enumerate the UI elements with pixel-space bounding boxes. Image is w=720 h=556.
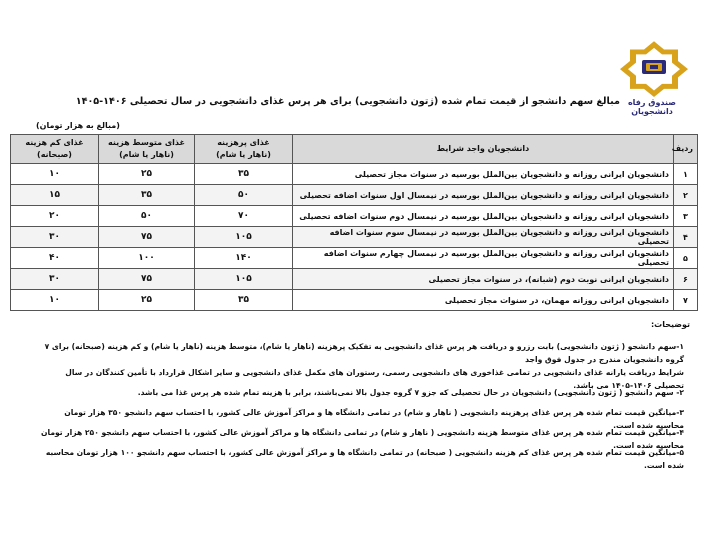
header-medium-meal bbox=[99, 135, 195, 164]
note-5-line-1: ۵-میانگین قیمت تمام شده هر پرس غذای کم هزینه دانشجویی ( صبحانه) در تمامی دانشگاه ها و مراکز آموزش عالی کشور، با احتساب سهم دانشجو ۱۰۰ هزار تومان محاسبه شده است. bbox=[45, 448, 684, 470]
row-medium-price: ۲۵ bbox=[99, 164, 195, 185]
row-expensive-price: ۵۰ bbox=[195, 185, 293, 206]
row-index: ۴ bbox=[674, 227, 698, 248]
notes-title: توضیحات: bbox=[650, 320, 690, 329]
table-row bbox=[11, 248, 698, 269]
row-medium-price: ۲۵ bbox=[99, 290, 195, 311]
row-expensive-price: ۳۵ bbox=[195, 290, 293, 311]
header-cheap-meal bbox=[11, 135, 99, 164]
row-cheap-price: ۱۰ bbox=[11, 164, 99, 185]
header-expensive-meal bbox=[195, 135, 293, 164]
note-2 bbox=[34, 386, 684, 399]
row-index: ۶ bbox=[674, 269, 698, 290]
row-index: ۳ bbox=[674, 206, 698, 227]
row-condition: دانشجویان ایرانی روزانه و دانشجویان بین‌الملل بورسیه در سنوات مجاز تحصیلی bbox=[293, 164, 674, 185]
table-row bbox=[11, 206, 698, 227]
row-medium-price: ۷۵ bbox=[99, 227, 195, 248]
header-cheap-line2: (صبحانه) bbox=[37, 150, 72, 159]
note-2-line-1: ۲- سهم دانشجو ( ژتون دانشجویی) دانشجویان در حال تحصیلی که جزو ۷ گروه جدول بالا نمی‌باشند، برابر با هزینه تمام شده هر پرس غذا می باشد. bbox=[137, 388, 684, 397]
header-expensive-line2: (ناهار یا شام) bbox=[216, 150, 271, 159]
note-3-line-1: ۳-میانگین قیمت تمام شده هر پرس غذای پرهزینه دانشجویی ( ناهار و شام) در تمامی دانشگاه ها و مراکز آموزش عالی کشور، با احتساب سهم دانشجو ۳۵۰ هزار تومان محاسبه شده است. bbox=[64, 408, 684, 430]
table-row bbox=[11, 269, 698, 290]
row-condition: دانشجویان ایرانی روزانه و دانشجویان بین‌الملل بورسیه در نیمسال اول سنوات اضافه تحصیلی bbox=[293, 185, 674, 206]
row-condition: دانشجویان ایرانی روزانه و دانشجویان بین‌الملل بورسیه در نیمسال دوم سنوات اضافه تحصیلی bbox=[293, 206, 674, 227]
header-medium-line2: (ناهار یا شام) bbox=[119, 150, 174, 159]
header-medium-line1: غذای متوسط هزینه bbox=[107, 138, 186, 147]
table-row bbox=[11, 290, 698, 311]
header-expensive-line1: غذای پرهزینه bbox=[217, 138, 270, 147]
table-row bbox=[11, 185, 698, 206]
row-expensive-price: ۷۰ bbox=[195, 206, 293, 227]
row-medium-price: ۱۰۰ bbox=[99, 248, 195, 269]
row-expensive-price: ۱۴۰ bbox=[195, 248, 293, 269]
row-medium-price: ۵۰ bbox=[99, 206, 195, 227]
row-cheap-price: ۴۰ bbox=[11, 248, 99, 269]
row-expensive-price: ۳۵ bbox=[195, 164, 293, 185]
row-condition: دانشجویان ایرانی روزانه و دانشجویان بین‌الملل بورسیه در نیمسال چهارم سنوات اضافه تحصیلی bbox=[293, 248, 674, 269]
row-cheap-price: ۱۰ bbox=[11, 290, 99, 311]
row-index: ۱ bbox=[674, 164, 698, 185]
note-1-line-1: ۱-سهم دانشجو ( ژتون دانشجویی) بابت رزرو و دریافت هر پرس غذای دانشجویی به تفکیک پرهزینه (ناهار یا شام)، متوسط هزینه (ناهار یا شام) و کم هزینه (صبحانه) برای ۷ گروه دانشجویان مندرج در جدول فوق واجد bbox=[44, 342, 684, 364]
row-cheap-price: ۳۰ bbox=[11, 227, 99, 248]
row-medium-price: ۳۵ bbox=[99, 185, 195, 206]
logo-caption: صندوق رفاه دانشجویان bbox=[627, 98, 677, 116]
unit-note: (مبالغ به هزار تومان) bbox=[36, 121, 120, 130]
note-1 bbox=[34, 340, 684, 392]
row-condition: دانشجویان ایرانی روزانه مهمان، در سنوات مجاز تحصیلی bbox=[293, 290, 674, 311]
row-expensive-price: ۱۰۵ bbox=[195, 269, 293, 290]
table-row bbox=[11, 227, 698, 248]
row-index: ۵ bbox=[674, 248, 698, 269]
row-expensive-price: ۱۰۵ bbox=[195, 227, 293, 248]
header-cheap-line1: غذای کم هزینه bbox=[25, 138, 84, 147]
note-5 bbox=[34, 446, 684, 472]
note-1-line-2: شرایط دریافت یارانه غذای دانشجویی در تمامی غذاخوری های دانشجویی رسمی، رستوران های مکمل غذای دانشجویی و سایر اشکال قرارداد با تأمین کنندگان در سال تحصیلی ۱۴۰۶-۱۴۰۵ می باشد. bbox=[65, 368, 684, 390]
table-row bbox=[11, 164, 698, 185]
table-header-row bbox=[11, 135, 698, 164]
page-title: مبالغ سهم دانشجو از قیمت تمام شده (ژتون دانشجویی) برای هر پرس غذای دانشجویی در سال تحصیلی ۱۴۰۶-۱۴۰۵ bbox=[75, 96, 620, 107]
header-condition: دانشجویان واجد شرایط bbox=[293, 135, 674, 164]
header-index: ردیف bbox=[674, 135, 698, 164]
row-condition: دانشجویان ایرانی روزانه و دانشجویان بین‌الملل بورسیه در نیمسال سوم سنوات اضافه تحصیلی bbox=[293, 227, 674, 248]
row-cheap-price: ۱۵ bbox=[11, 185, 99, 206]
row-cheap-price: ۳۰ bbox=[11, 269, 99, 290]
row-index: ۲ bbox=[674, 185, 698, 206]
row-condition: دانشجویان ایرانی نوبت دوم (شبانه)، در سنوات مجاز تحصیلی bbox=[293, 269, 674, 290]
row-cheap-price: ۲۰ bbox=[11, 206, 99, 227]
student-share-table bbox=[10, 134, 698, 311]
note-4-line-1: ۴-میانگین قیمت تمام شده هر پرس غذای متوسط هزینه دانشجویی ( ناهار و شام) در تمامی دانشگاه ها و مراکز آموزش عالی کشور، با احتساب سهم دانشجو ۲۵۰ هزار تومان محاسبه شده است. bbox=[41, 428, 684, 450]
row-medium-price: ۷۵ bbox=[99, 269, 195, 290]
row-index: ۷ bbox=[674, 290, 698, 311]
